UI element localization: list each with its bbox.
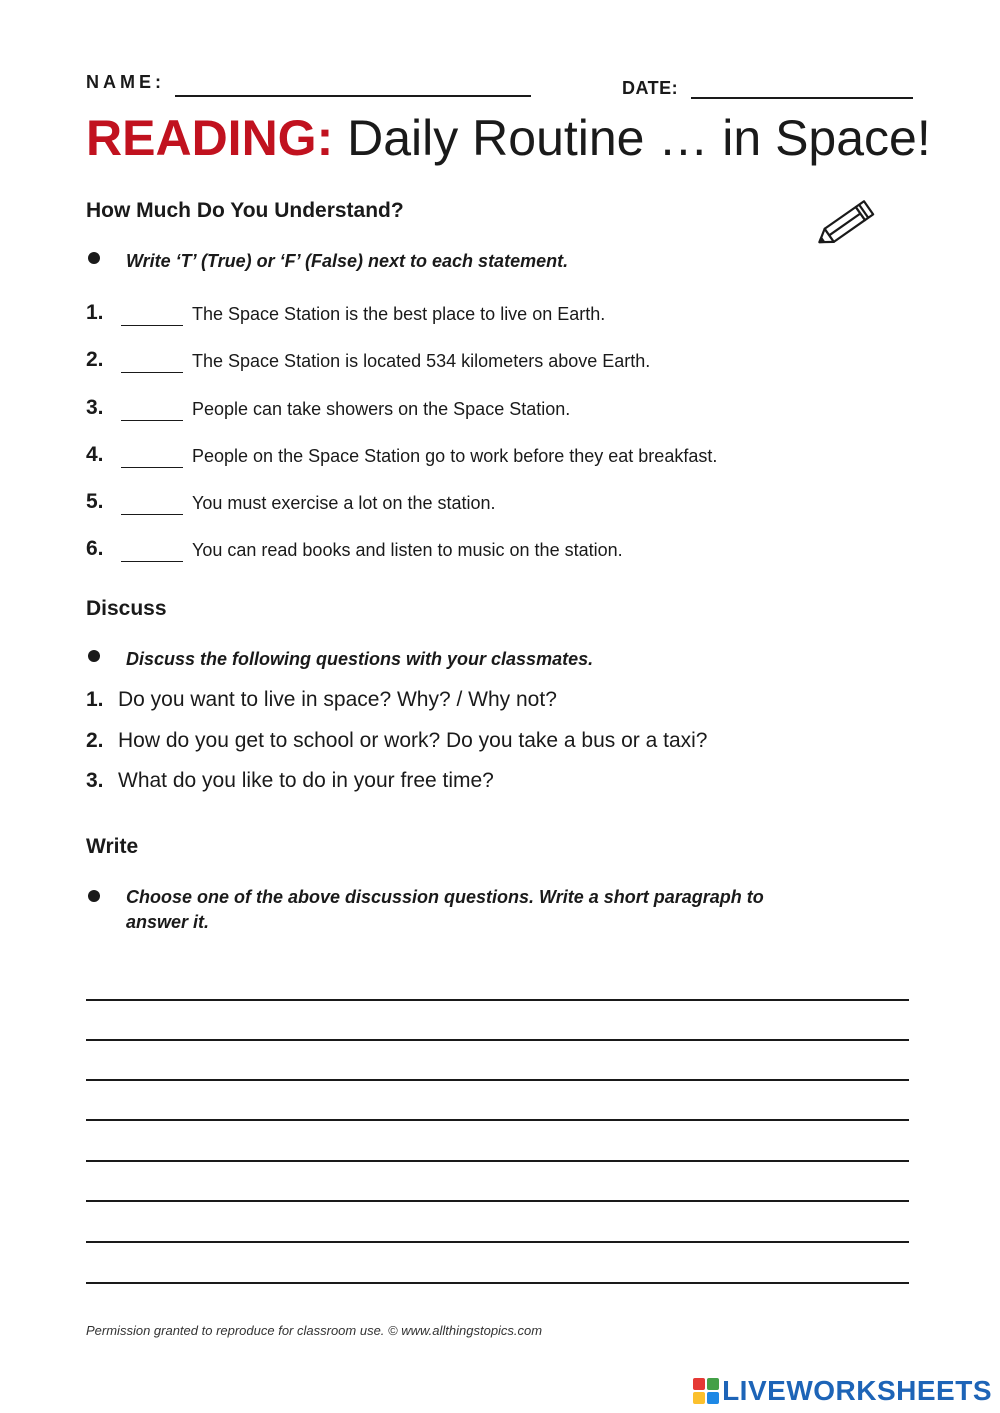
instruction-true-false: Write ‘T’ (True) or ‘F’ (False) next to each statement. [126,251,569,271]
answer-blank[interactable] [121,325,183,326]
permission-footer: Permission granted to reproduce for classroom use. © www.allthingstopics.com [86,1323,543,1338]
date-blank-line[interactable] [691,97,913,99]
bullet-icon [88,252,100,264]
section-heading-discuss: Discuss [86,597,167,620]
pencil-icon [806,195,882,255]
answer-blank[interactable] [121,561,183,562]
liveworksheets-logo-icon [693,1378,719,1404]
instruction-write-line-2: answer it. [126,912,210,932]
section-heading-write: Write [86,835,139,858]
writing-line[interactable] [86,1119,909,1121]
answer-blank[interactable] [121,514,183,515]
statement-text: You must exercise a lot on the station. [192,493,496,513]
page-title [86,108,931,168]
statement-number: 4. [86,443,104,466]
answer-blank[interactable] [121,420,183,421]
statement-text: The Space Station is located 534 kilometers above Earth. [192,351,651,371]
writing-line[interactable] [86,1241,909,1243]
liveworksheets-logo-text: LIVEWORKSHEETS [722,1375,992,1406]
statement-number: 2. [86,348,104,371]
question-number: 3. [86,769,104,792]
question-number: 1. [86,688,104,711]
question-text: What do you like to do in your free time? [118,769,494,792]
writing-line[interactable] [86,1200,909,1202]
instruction-write [126,885,764,935]
statement-text: You can read books and listen to music on the station. [192,540,623,560]
section-heading-understand: How Much Do You Understand? [86,199,404,222]
statement-number: 5. [86,490,104,513]
question-number: 2. [86,729,104,752]
statement-text: People on the Space Station go to work before they eat breakfast. [192,446,718,466]
name-label: NAME: [86,72,165,92]
title-text: Daily Routine … in Space! [347,110,931,166]
writing-line[interactable] [86,1079,909,1081]
statement-text: People can take showers on the Space Station. [192,399,571,419]
title-reading: READING: [86,110,334,166]
question-text: Do you want to live in space? Why? / Why not? [118,688,557,711]
question-text: How do you get to school or work? Do you take a bus or a taxi? [118,729,708,752]
statement-number: 1. [86,301,104,324]
instruction-write-line-1: Choose one of the above discussion questions. Write a short paragraph to [126,887,764,907]
answer-blank[interactable] [121,467,183,468]
writing-line[interactable] [86,1282,909,1284]
statement-text: The Space Station is the best place to live on Earth. [192,304,606,324]
bullet-icon [88,650,100,662]
date-label: DATE: [622,78,679,98]
writing-line[interactable] [86,999,909,1001]
statement-number: 6. [86,537,104,560]
name-blank-line[interactable] [175,95,531,97]
statement-number: 3. [86,396,104,419]
bullet-icon [88,890,100,902]
instruction-discuss: Discuss the following questions with your classmates. [126,649,594,669]
answer-blank[interactable] [121,372,183,373]
writing-line[interactable] [86,1039,909,1041]
writing-line[interactable] [86,1160,909,1162]
liveworksheets-logo[interactable] [693,1375,992,1407]
